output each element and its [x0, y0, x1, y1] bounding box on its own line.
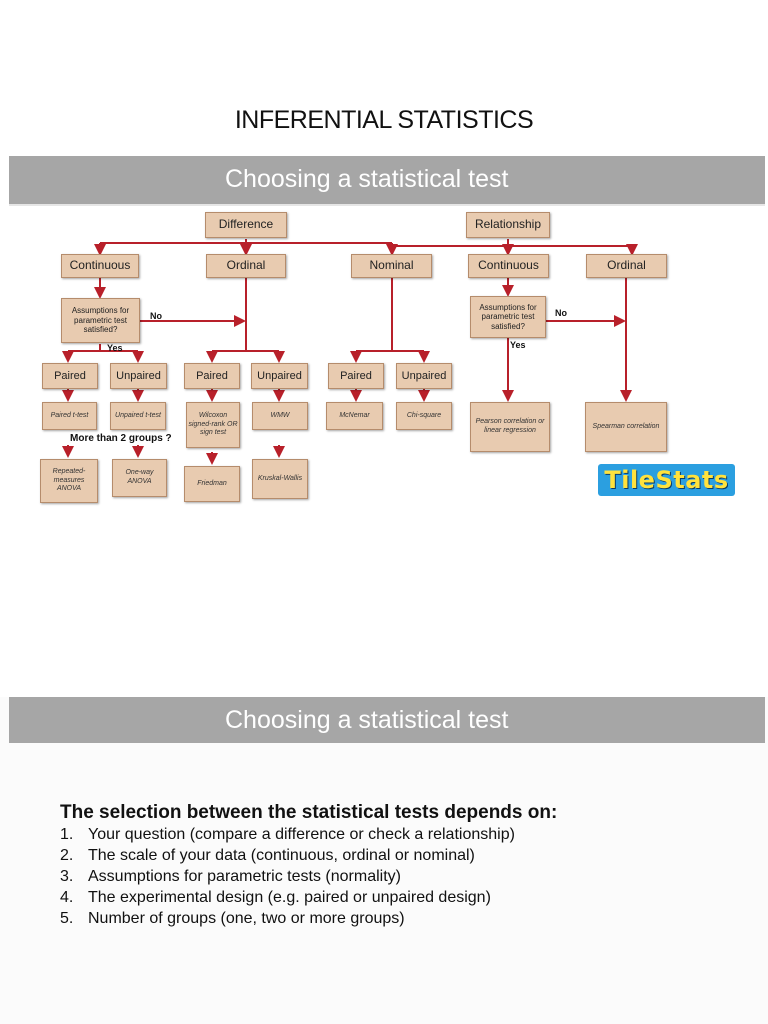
test-oneway-anova: One-way ANOVA — [112, 459, 167, 497]
scale-ordinal-difference: Ordinal — [206, 254, 286, 278]
relationship-node: Relationship — [466, 212, 550, 238]
test-wilcoxon: Wilcoxon signed-rank OR sign test — [186, 402, 240, 448]
test-pearson: Pearson correlation or linear regression — [470, 402, 550, 452]
scale-continuous-relationship: Continuous — [468, 254, 549, 278]
list-item: 5. Number of groups (one, two or more groups) — [60, 910, 405, 927]
page-title: INFERENTIAL STATISTICS — [234, 106, 534, 134]
list-item: 3. Assumptions for parametric tests (normality) — [60, 868, 401, 885]
test-repeated-anova: Repeated-measures ANOVA — [40, 459, 98, 503]
scale-nominal: Nominal — [351, 254, 432, 278]
design-paired-3: Paired — [328, 363, 384, 389]
slide-banner: Choosing a statistical test — [9, 156, 765, 204]
test-wmw: WMW — [252, 402, 308, 430]
difference-node: Difference — [205, 212, 287, 238]
test-kruskal-wallis: Kruskal-Wallis — [252, 459, 308, 499]
test-paired-t: Paired t-test — [42, 402, 97, 430]
no-label-right: No — [555, 308, 567, 318]
scale-continuous-difference: Continuous — [61, 254, 139, 278]
design-unpaired-1: Unpaired — [110, 363, 167, 389]
test-mcnemar: McNemar — [326, 402, 383, 430]
test-spearman: Spearman correlation — [585, 402, 667, 452]
text-slide — [0, 697, 768, 1024]
test-chi-square: Chi-square — [396, 402, 452, 430]
design-unpaired-3: Unpaired — [396, 363, 452, 389]
assumptions-right: Assumptions for parametric test satisfied? — [470, 296, 546, 338]
test-unpaired-t: Unpaired t-test — [110, 402, 166, 430]
flowchart-slide — [0, 156, 768, 506]
selection-heading: The selection between the statistical tests depends on: — [60, 802, 558, 823]
criteria-list — [60, 824, 515, 929]
design-unpaired-2: Unpaired — [251, 363, 308, 389]
more-groups-label: More than 2 groups ? — [70, 433, 172, 444]
list-item: 2. The scale of your data (continuous, ordinal or nominal) — [60, 847, 475, 864]
list-item: 4. The experimental design (e.g. paired or unpaired design) — [60, 889, 491, 906]
tilestats-logo: TileStats — [598, 464, 735, 496]
no-label-left: No — [150, 311, 162, 321]
list-item: 1. Your question (compare a difference or check a relationship) — [60, 826, 515, 843]
assumptions-left: Assumptions for parametric test satisfied? — [61, 298, 140, 343]
yes-label-left: Yes — [107, 343, 123, 353]
design-paired-1: Paired — [42, 363, 98, 389]
test-friedman: Friedman — [184, 466, 240, 502]
slide-banner-2: Choosing a statistical test — [9, 697, 765, 743]
yes-label-right: Yes — [510, 340, 526, 350]
scale-ordinal-relationship: Ordinal — [586, 254, 667, 278]
design-paired-2: Paired — [184, 363, 240, 389]
